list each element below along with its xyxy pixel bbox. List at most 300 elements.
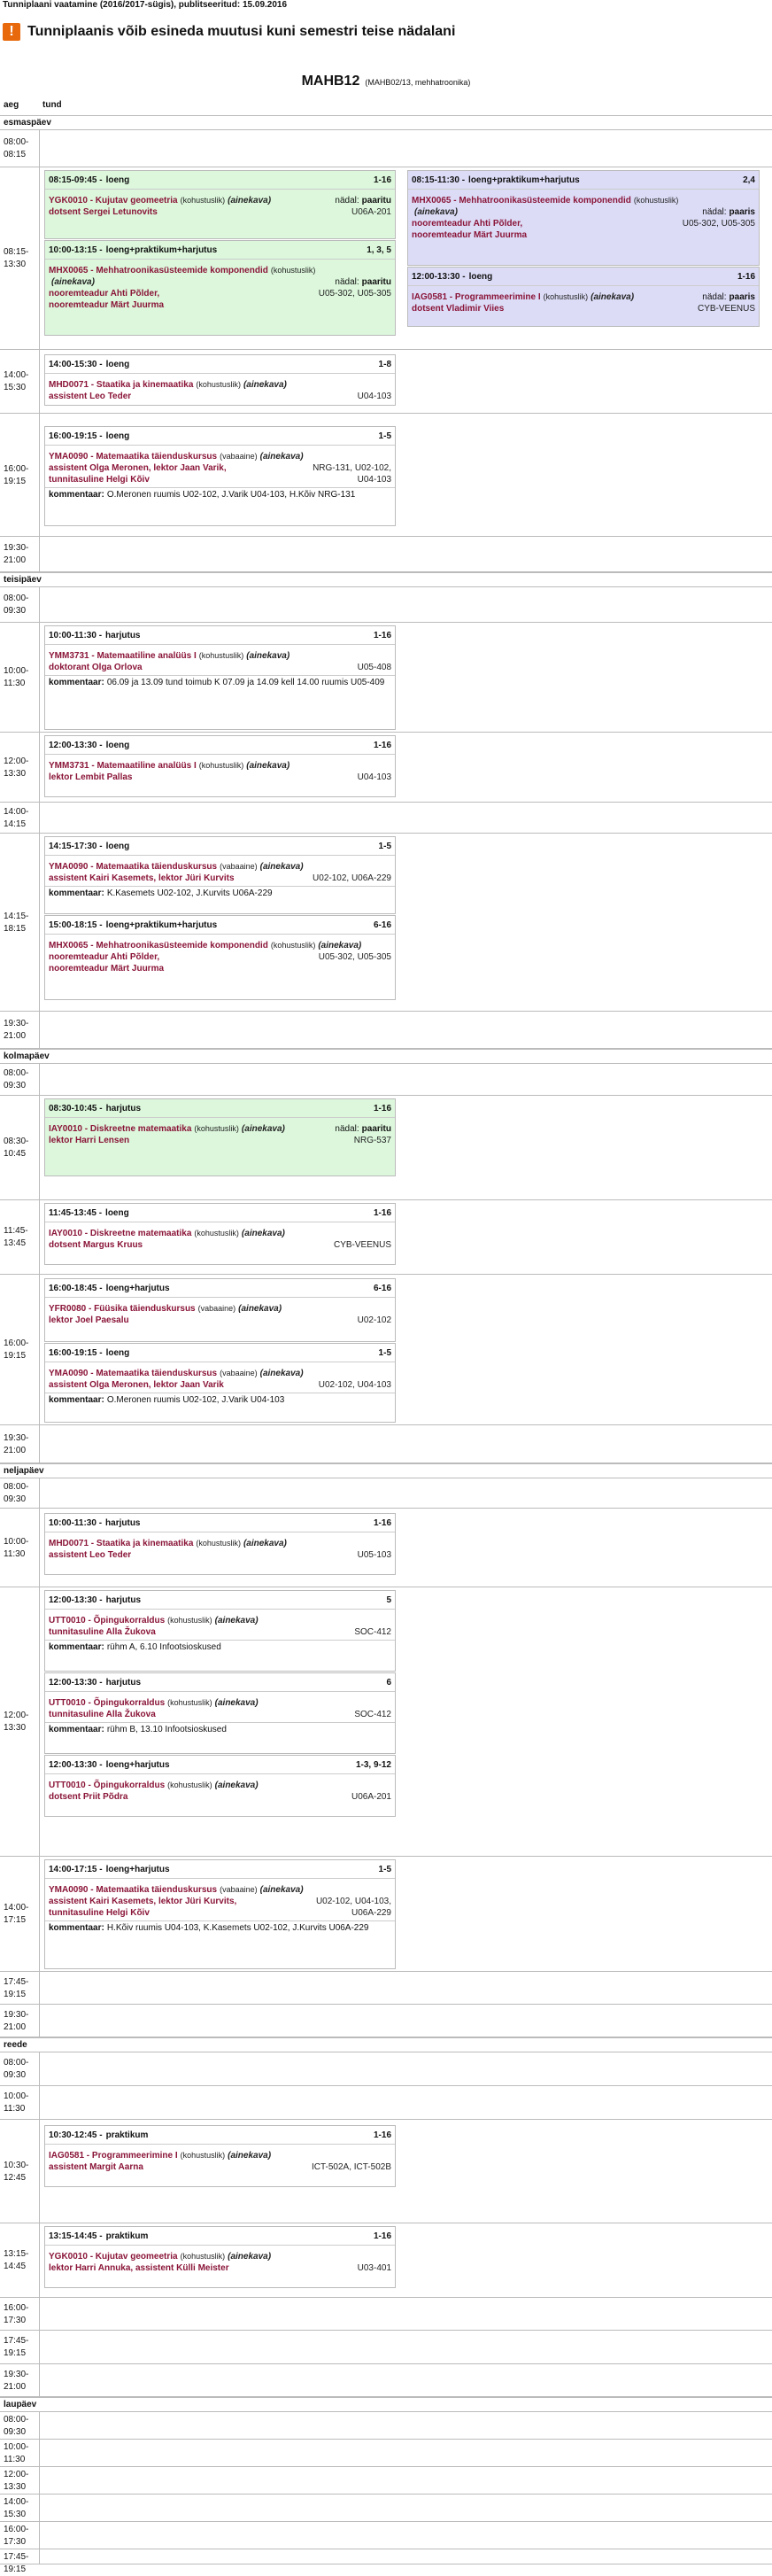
course-status: (kohustuslik) (167, 1698, 212, 1707)
publish-info: Tunniplaani vaatamine (2016/2017-sügis), publitseeritud: 15.09.2016 (3, 0, 288, 10)
teacher-room-row (49, 206, 391, 218)
week-parity (702, 206, 755, 218)
lesson-time: 08:30-10:45 - (49, 1103, 103, 1113)
lesson-type: loeng+praktikum+harjutus (105, 244, 218, 255)
column-divider (39, 2005, 40, 2037)
column-divider (39, 350, 40, 413)
slot-time: 14:00- 14:15 (4, 806, 29, 829)
slot-time: 12:00- 13:30 (4, 756, 29, 779)
slot-time: 14:15- 18:15 (4, 911, 29, 934)
course-line (412, 291, 634, 303)
lesson-time-type (49, 1595, 141, 1605)
teacher-room-row (49, 1896, 391, 1919)
syllabus-link[interactable]: (ainekava) (214, 1781, 259, 1790)
course-status: (kohustuslik) (198, 761, 244, 770)
time-slot (0, 587, 772, 623)
room-link[interactable]: CYB-VEENUS (697, 304, 755, 314)
lesson-time: 16:00-19:15 - (49, 431, 103, 441)
warning-banner (3, 23, 455, 41)
comment-text: K.Kasemets U02-102, J.Kurvits U06A-229 (106, 888, 273, 898)
syllabus-link[interactable]: (ainekava) (228, 196, 272, 206)
teacher-link[interactable]: dotsent Margus Kruus (49, 1240, 143, 1250)
syllabus-link[interactable]: (ainekava) (259, 1885, 304, 1895)
lesson-time-type (49, 1760, 170, 1770)
lesson-card[interactable] (44, 1859, 396, 1969)
course-line (49, 1615, 391, 1626)
slot-time: 16:00- 19:15 (4, 463, 29, 486)
time-slot (0, 2298, 772, 2331)
column-divider (39, 1012, 40, 1048)
lesson-header (45, 1673, 395, 1692)
teacher-link[interactable]: tunnitasuline Alla Žukova (49, 1627, 156, 1637)
time-slot (0, 1012, 772, 1049)
teacher-room-row (49, 2262, 391, 2274)
teacher-room-row (49, 1791, 391, 1803)
lesson-type: loeng (105, 431, 130, 441)
lesson-header (45, 2227, 395, 2246)
teacher-link[interactable]: assistent Olga Meronen, lektor Jaan Varik, tunnitasuline Helgi Kõiv (49, 463, 227, 485)
lesson-weeks: 1-16 (373, 1103, 391, 1113)
lesson-time: 08:15-11:30 - (412, 175, 466, 185)
lesson-time: 14:00-15:30 - (49, 359, 103, 369)
day-header-mon: esmaspäev (0, 115, 772, 130)
lesson-type: loeng (105, 359, 130, 369)
column-divider (39, 2331, 40, 2363)
slot-time: 16:00- 17:30 (4, 2302, 29, 2325)
course-link[interactable]: MHX0065 - Mehhatroonikasüsteemide komponendid (412, 196, 631, 206)
syllabus-link[interactable]: (ainekava) (246, 651, 290, 661)
teacher-link[interactable]: lektor Harri Annuka, assistent Külli Meister (49, 2263, 229, 2273)
syllabus-link[interactable]: (ainekava) (246, 761, 290, 771)
lesson-header (45, 427, 395, 446)
lesson-card[interactable] (44, 170, 396, 239)
lesson-weeks: 1-16 (373, 1517, 391, 1528)
lesson-card[interactable] (44, 915, 396, 1000)
time-slot (0, 2086, 772, 2120)
lesson-time: 10:00-11:30 - (49, 1517, 103, 1528)
time-slot (0, 537, 772, 572)
syllabus-link[interactable]: (ainekava) (259, 452, 304, 462)
column-header-time: aeg (4, 100, 19, 110)
lesson-card[interactable] (44, 1672, 396, 1754)
lesson-time: 12:00-13:30 - (412, 271, 466, 282)
time-slot (0, 1064, 772, 1096)
lesson-card[interactable] (44, 836, 396, 914)
time-slot (0, 2223, 772, 2298)
comment-text: rühm B, 13.10 Infootsioskused (106, 1725, 227, 1734)
lesson-card[interactable] (44, 1513, 396, 1575)
teacher-room-row (49, 662, 391, 673)
time-slot (0, 2412, 772, 2440)
time-slot (0, 623, 772, 733)
time-slot (0, 2522, 772, 2549)
week-label: nädal: (335, 277, 359, 287)
lesson-card[interactable] (407, 170, 760, 266)
time-slot (0, 1972, 772, 2005)
lesson-type: harjutus (105, 630, 141, 640)
lesson-weeks: 1-5 (378, 1347, 391, 1358)
lesson-type: harjutus (105, 1594, 142, 1605)
lesson-weeks: 6 (386, 1677, 391, 1688)
lesson-header (45, 241, 395, 260)
teacher-link[interactable]: lektor Harri Lensen (49, 1136, 130, 1145)
room-link[interactable]: U05-103 (357, 1550, 391, 1560)
lesson-time: 10:30-12:45 - (49, 2130, 103, 2140)
lesson-time: 15:00-18:15 - (49, 919, 103, 930)
time-slot (0, 2052, 772, 2086)
lesson-card[interactable] (44, 1755, 396, 1817)
lesson-card[interactable] (44, 426, 396, 526)
course-row (412, 286, 755, 303)
course-link[interactable]: UTT0010 - Õpingukorraldus (49, 1781, 166, 1790)
course-link[interactable]: YMM3731 - Matemaatiline analüüs I (49, 651, 197, 661)
time-slot (0, 2364, 772, 2397)
lesson-time: 10:00-13:15 - (49, 244, 103, 255)
slot-time: 08:00- 09:30 (4, 1482, 29, 1504)
room-link[interactable]: NRG-537 (353, 1136, 391, 1145)
course-link[interactable]: MHX0065 - Mehhatroonikasüsteemide komponendid (49, 941, 268, 950)
slot-time: 14:00- 15:30 (4, 2497, 29, 2519)
course-link[interactable]: YGK0010 - Kujutav geomeetria (49, 2252, 178, 2262)
lesson-weeks: 1-16 (373, 2130, 391, 2140)
week-parity (335, 195, 391, 206)
lesson-card[interactable] (44, 1203, 396, 1265)
course-status: (kohustuslik) (180, 2151, 226, 2160)
room-link[interactable]: U03-401 (357, 2263, 391, 2273)
course-line (49, 451, 391, 462)
lesson-time-type (49, 1348, 129, 1358)
room-link[interactable]: U05-302, U05-305 (318, 289, 391, 299)
lesson-time-type (49, 1104, 141, 1113)
lesson-time-type (49, 1518, 141, 1528)
room-link[interactable]: CYB-VEENUS (333, 1240, 391, 1250)
room-link[interactable]: U06A-201 (351, 1792, 391, 1802)
course-link[interactable]: IAY0010 - Diskreetne matemaatika (49, 1229, 192, 1238)
time-slot (0, 1425, 772, 1463)
room-link[interactable]: U06A-201 (351, 207, 391, 217)
column-divider (39, 587, 40, 622)
teacher-link[interactable]: assistent Leo Teder (49, 1550, 132, 1560)
lesson-comment (45, 487, 395, 501)
course-status: (kohustuslik) (196, 1539, 241, 1548)
lesson-header (45, 1279, 395, 1298)
day-header-sat: laupäev (0, 2397, 772, 2412)
syllabus-link[interactable]: (ainekava) (259, 1369, 304, 1378)
lesson-type: praktikum (105, 2130, 149, 2140)
course-line (49, 379, 391, 391)
room-link[interactable]: U02-102, U04-103 (318, 1380, 391, 1390)
course-link[interactable]: YMA0090 - Matemaatika täienduskursus (49, 452, 218, 462)
course-link[interactable]: YMM3731 - Matemaatiline analüüs I (49, 761, 197, 771)
course-row (49, 190, 391, 206)
lesson-type: loeng (105, 175, 130, 185)
column-divider (39, 1096, 40, 1199)
syllabus-link[interactable]: (ainekava) (243, 1539, 287, 1548)
time-slot (0, 1096, 772, 1200)
course-status: (kohustuslik) (180, 196, 226, 205)
lesson-type: loeng (105, 841, 130, 851)
course-link[interactable]: MHD0071 - Staatika ja kinemaatika (49, 1539, 194, 1548)
syllabus-link[interactable]: (ainekava) (591, 292, 635, 302)
slot-time: 08:00- 09:30 (4, 594, 29, 616)
slot-time: 14:00- 15:30 (4, 370, 29, 392)
week-value: paaritu (361, 277, 391, 287)
course-link[interactable]: MHX0065 - Mehhatroonikasüsteemide komponendid (49, 266, 268, 275)
lesson-time-type (49, 2130, 148, 2140)
syllabus-link[interactable]: (ainekava) (241, 1124, 285, 1134)
lesson-comment (45, 1920, 395, 1935)
course-link[interactable]: IAG0581 - Programmeerimine I (49, 2151, 178, 2161)
lesson-time: 08:15-09:45 - (49, 175, 103, 185)
course-link[interactable]: YMA0090 - Matemaatika täienduskursus (49, 1885, 218, 1895)
slot-time: 10:30- 12:45 (4, 2160, 29, 2183)
lesson-weeks: 1-5 (378, 431, 391, 441)
room-link[interactable]: U04-103 (357, 772, 391, 782)
column-divider (39, 2120, 40, 2223)
course-link[interactable]: MHD0071 - Staatika ja kinemaatika (49, 380, 194, 390)
course-line (49, 861, 391, 873)
lesson-card[interactable] (44, 1343, 396, 1423)
lesson-time-type (49, 1284, 170, 1293)
syllabus-link[interactable]: (ainekava) (238, 1304, 282, 1314)
lesson-header (45, 2126, 395, 2145)
slot-time: 08:30- 10:45 (4, 1137, 29, 1159)
teacher-link[interactable]: nooremteadur Ahti Põlder, nooremteadur Märt Juurma (49, 952, 165, 974)
time-slot (0, 1587, 772, 1857)
time-slot (0, 1275, 772, 1425)
teacher-link[interactable]: nooremteadur Ahti Põlder, nooremteadur Märt Juurma (49, 289, 165, 310)
lesson-card[interactable] (44, 735, 396, 797)
course-link[interactable]: YGK0010 - Kujutav geomeetria (49, 196, 178, 206)
day-header-wed: kolmapäev (0, 1049, 772, 1064)
course-line (412, 195, 702, 218)
lesson-weeks: 5 (386, 1594, 391, 1605)
lesson-time-type (49, 842, 129, 851)
time-slot (0, 2467, 772, 2495)
room-link[interactable]: U05-302, U05-305 (682, 219, 755, 229)
course-row (49, 260, 391, 288)
syllabus-link[interactable]: (ainekava) (241, 1229, 285, 1238)
syllabus-link[interactable]: (ainekava) (51, 277, 95, 287)
room-link[interactable]: SOC-412 (354, 1710, 391, 1719)
lesson-type: loeng+praktikum+harjutus (468, 175, 580, 185)
week-label: nädal: (335, 196, 359, 206)
course-status: (kohustuslik) (633, 196, 679, 205)
syllabus-link[interactable]: (ainekava) (259, 862, 304, 872)
teacher-link[interactable]: nooremteadur Ahti Põlder, nooremteadur Märt Juurma (412, 219, 528, 240)
room-link[interactable]: NRG-131, U02-102, U04-103 (313, 463, 391, 485)
course-status: (vabaaine) (220, 862, 258, 871)
lesson-header (45, 1344, 395, 1362)
course-status: (vabaaine) (220, 1885, 258, 1894)
course-link[interactable]: YFR0080 - Füüsika täienduskursus (49, 1304, 196, 1314)
course-line (49, 1123, 285, 1135)
lesson-time-type (49, 2231, 148, 2241)
lesson-type: praktikum (105, 2231, 149, 2241)
teacher-room-row (49, 462, 391, 485)
lesson-card[interactable] (44, 1278, 396, 1342)
lesson-time-type (49, 631, 141, 640)
lesson-time: 14:00-17:15 - (49, 1864, 103, 1874)
page-title (0, 74, 772, 89)
slot-time: 19:30- 21:00 (4, 543, 29, 565)
syllabus-link[interactable]: (ainekava) (318, 941, 362, 950)
lesson-time-type (49, 245, 217, 255)
warning-text: Tunniplaanis võib esineda muutusi kuni semestri teise nädalani (27, 24, 456, 39)
course-link[interactable]: IAG0581 - Programmeerimine I (412, 292, 541, 302)
lesson-time: 10:00-11:30 - (49, 630, 103, 640)
lesson-weeks: 1, 3, 5 (367, 244, 391, 255)
syllabus-link[interactable]: (ainekava) (228, 2151, 272, 2161)
teacher-room-row (49, 1379, 391, 1391)
teacher-room-row (49, 2161, 391, 2173)
lesson-header (45, 1099, 395, 1118)
time-slot (0, 1200, 772, 1275)
teacher-link[interactable]: assistent Margit Aarna (49, 2162, 143, 2172)
syllabus-link[interactable]: (ainekava) (214, 1616, 259, 1626)
lesson-weeks: 1-16 (373, 175, 391, 185)
course-status: (vabaaine) (197, 1304, 236, 1313)
column-divider (39, 2223, 40, 2297)
lesson-card[interactable] (44, 2226, 396, 2288)
column-divider (39, 2467, 40, 2494)
lesson-card[interactable] (44, 2125, 396, 2187)
column-divider (39, 1509, 40, 1587)
room-link[interactable]: U02-102 (357, 1315, 391, 1325)
lesson-header (45, 837, 395, 856)
time-slot (0, 1478, 772, 1509)
week-value: paaris (729, 207, 755, 217)
lesson-type: loeng (105, 1347, 130, 1358)
lesson-card[interactable] (44, 240, 396, 336)
teacher-link[interactable]: assistent Leo Teder (49, 392, 132, 401)
group-subtitle: (MAHB02/13, mehhatroonika) (365, 78, 471, 87)
lesson-comment (45, 886, 395, 900)
course-line (49, 1884, 391, 1896)
lesson-header (45, 626, 395, 645)
comment-text: O.Meronen ruumis U02-102, J.Varik U04-103, H.Kõiv NRG-131 (106, 490, 356, 500)
teacher-link[interactable]: lektor Lembit Pallas (49, 772, 133, 782)
column-divider (39, 2549, 40, 2564)
lesson-type: loeng+harjutus (105, 1864, 170, 1874)
lesson-time: 16:00-19:15 - (49, 1347, 103, 1358)
course-status: (vabaaine) (220, 1369, 258, 1377)
column-divider (39, 1972, 40, 2004)
lesson-card[interactable] (44, 625, 396, 730)
lesson-type: loeng+harjutus (105, 1283, 170, 1293)
time-slot (0, 2331, 772, 2364)
lesson-card[interactable] (407, 267, 760, 327)
lesson-type: loeng (468, 271, 493, 282)
slot-time: 19:30- 21:00 (4, 1432, 29, 1455)
course-status: (vabaaine) (220, 452, 258, 461)
course-line (49, 265, 335, 288)
room-link[interactable]: U02-102, U06A-229 (313, 873, 391, 883)
room-link[interactable]: SOC-412 (354, 1627, 391, 1637)
lesson-comment (45, 675, 395, 689)
lesson-time-type (49, 741, 129, 750)
time-slot (0, 834, 772, 1012)
teacher-link[interactable]: assistent Olga Meronen, lektor Jaan Varik (49, 1380, 224, 1390)
lesson-time: 12:00-13:30 - (49, 1677, 103, 1688)
teacher-room-row (49, 1135, 391, 1146)
room-link[interactable]: U04-103 (357, 392, 391, 401)
room-link[interactable]: U02-102, U04-103, U06A-229 (315, 1897, 391, 1918)
day-header-fri: reede (0, 2037, 772, 2052)
week-label: nädal: (335, 1124, 359, 1134)
syllabus-link[interactable]: (ainekava) (414, 207, 458, 217)
teacher-room-row (49, 288, 391, 311)
comment-text: 06.09 ja 13.09 tund toimub K 07.09 ja 14.09 kell 14.00 ruumis U05-409 (106, 678, 385, 687)
teacher-room-row (49, 1709, 391, 1720)
course-link[interactable]: YMA0090 - Matemaatika täienduskursus (49, 1369, 218, 1378)
syllabus-link[interactable]: (ainekava) (243, 380, 287, 390)
teacher-link[interactable]: tunnitasuline Alla Žukova (49, 1710, 156, 1719)
teacher-link[interactable]: dotsent Priit Põdra (49, 1792, 128, 1802)
column-divider (39, 537, 40, 571)
lesson-card[interactable] (44, 354, 396, 406)
warning-icon: ! (3, 23, 20, 41)
course-status: (kohustuslik) (543, 292, 589, 301)
lesson-time: 16:00-18:45 - (49, 1283, 103, 1293)
column-divider (39, 623, 40, 732)
comment-label: kommentaar: (49, 1395, 104, 1405)
comment-label: kommentaar: (49, 1642, 104, 1652)
room-link[interactable]: ICT-502A, ICT-502B (311, 2162, 391, 2172)
syllabus-link[interactable]: (ainekava) (228, 2252, 272, 2262)
teacher-link[interactable]: doktorant Olga Orlova (49, 663, 143, 672)
course-line (49, 195, 271, 206)
course-row (412, 190, 755, 218)
column-divider (39, 2495, 40, 2521)
teacher-link[interactable]: lektor Joel Paesalu (49, 1315, 129, 1325)
course-line (49, 940, 391, 951)
time-slot (0, 414, 772, 537)
course-link[interactable]: UTT0010 - Õpingukorraldus (49, 1616, 166, 1626)
teacher-link[interactable]: dotsent Vladimir Viies (412, 304, 505, 314)
teacher-room-row (49, 1626, 391, 1638)
course-line (49, 1368, 391, 1379)
room-link[interactable]: U05-302, U05-305 (318, 952, 391, 962)
lesson-card[interactable] (44, 1590, 396, 1672)
lesson-time-type (49, 431, 129, 441)
teacher-link[interactable]: dotsent Sergei Letunovits (49, 207, 158, 217)
comment-text: H.Kõiv ruumis U04-103, K.Kasemets U02-102, J.Kurvits U06A-229 (106, 1923, 369, 1933)
course-link[interactable]: YMA0090 - Matemaatika täienduskursus (49, 862, 218, 872)
course-link[interactable]: IAY0010 - Diskreetne matemaatika (49, 1124, 192, 1134)
week-label: nädal: (702, 207, 727, 217)
lesson-type: loeng (105, 740, 130, 750)
lesson-weeks: 1-16 (737, 271, 755, 282)
course-line (49, 1303, 391, 1315)
lesson-header (408, 268, 759, 286)
teacher-link[interactable]: assistent Kairi Kasemets, lektor Jüri Kurvits, tunnitasuline Helgi Kõiv (49, 1897, 237, 1918)
lesson-time: 12:00-13:30 - (49, 740, 103, 750)
lesson-card[interactable] (44, 1098, 396, 1176)
slot-time: 16:00- 19:15 (4, 1338, 29, 1361)
column-divider (39, 167, 40, 349)
column-divider (39, 2522, 40, 2549)
syllabus-link[interactable]: (ainekava) (214, 1698, 259, 1708)
column-divider (39, 1478, 40, 1508)
lesson-weeks: 1-3, 9-12 (355, 1759, 391, 1770)
week-value: paaritu (361, 1124, 391, 1134)
course-status: (kohustuslik) (167, 1781, 212, 1789)
room-link[interactable]: U05-408 (357, 663, 391, 672)
lesson-time: 12:00-13:30 - (49, 1594, 103, 1605)
course-link[interactable]: UTT0010 - Õpingukorraldus (49, 1698, 166, 1708)
teacher-link[interactable]: assistent Kairi Kasemets, lektor Jüri Kurvits (49, 873, 235, 883)
